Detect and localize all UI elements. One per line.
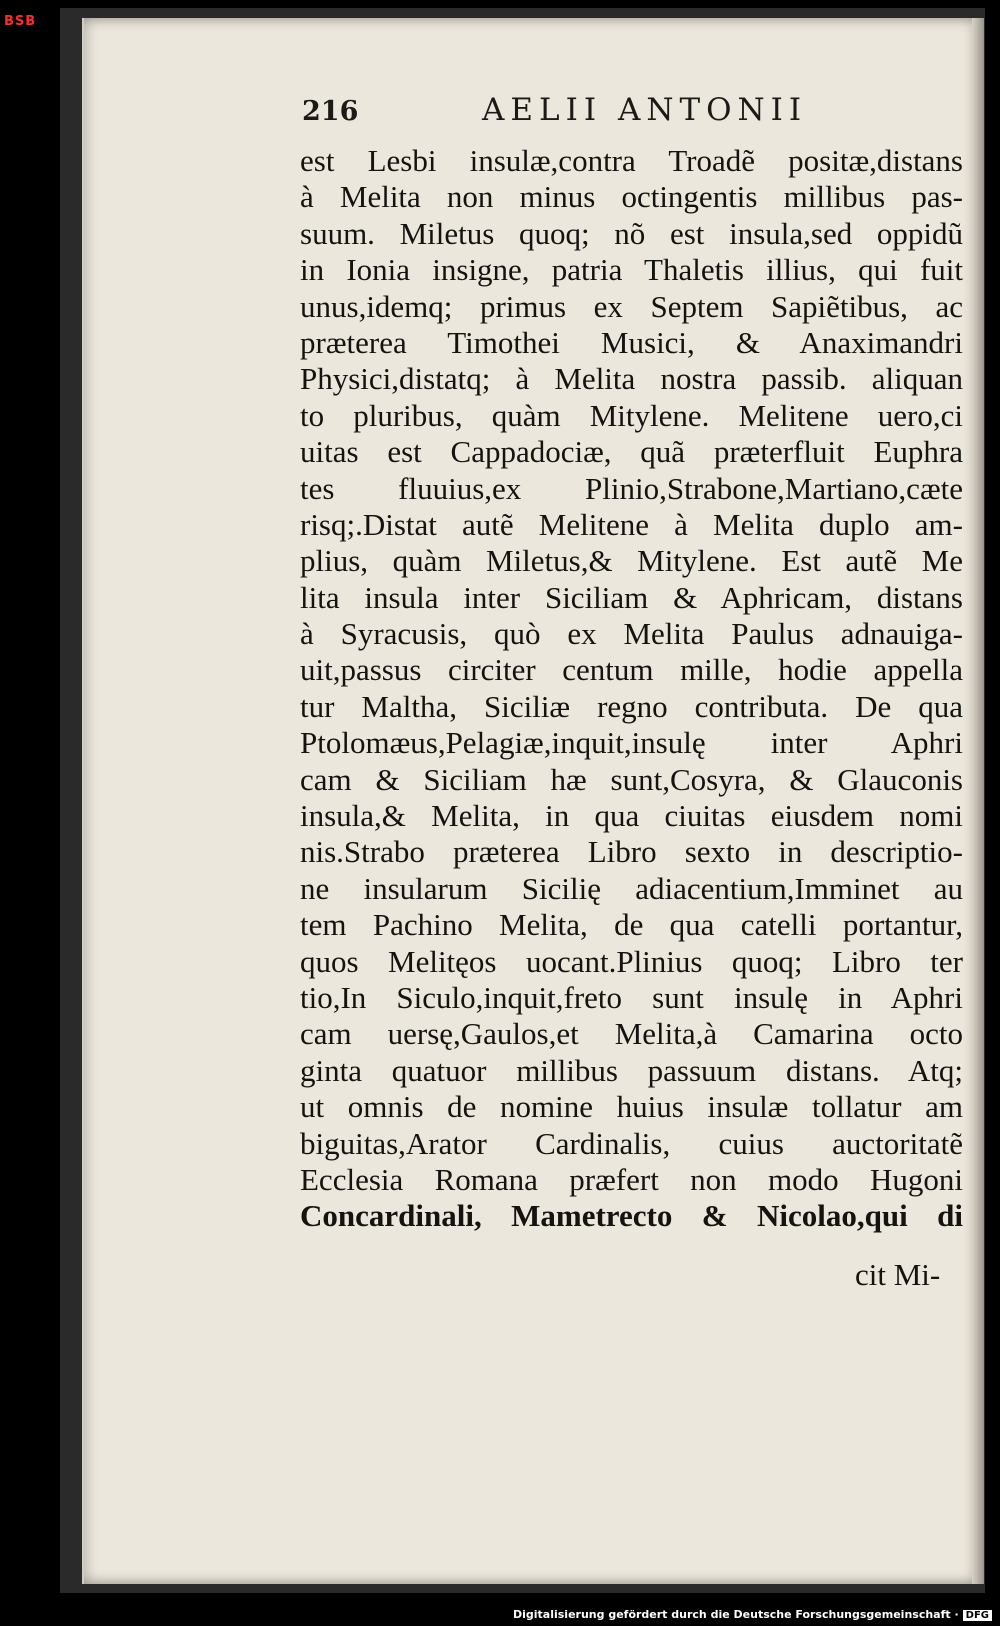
text-line: uit,passus circiter centum mille, hodie appella: [300, 652, 963, 688]
catchword: cit Mi-: [855, 1257, 941, 1292]
text-line: uitas est Cappadociæ, quã præterfluit Euphra: [300, 434, 963, 470]
text-line: Ecclesia Romana præfert non modo Hugoni: [300, 1161, 963, 1197]
text-line: tio,In Siculo,inquit,freto sunt insulę in Aphri: [300, 979, 963, 1015]
text-line: biguitas,Arator Cardinalis, cuius auctoritatẽ: [300, 1125, 963, 1161]
text-line: in Ionia insigne, patria Thaletis illius, qui fuit: [300, 252, 963, 288]
footer-text: Digitalisierung gefördert durch die Deutsche Forschungsgemeinschaft ·: [512, 1608, 959, 1621]
page-number: 216: [302, 96, 359, 127]
text-line: risq;.Distat autẽ Melitene à Melita duplo am-: [300, 506, 963, 542]
text-line: tem Pachino Melita, de qua catelli portantur,: [300, 907, 963, 943]
text-line: Physici,distatq; à Melita nostra passib. aliquan: [300, 361, 963, 397]
text-line: est Lesbi insulæ,contra Troadẽ positæ,distans: [300, 143, 963, 178]
text-line: unus,idemq; primus ex Septem Sapiẽtibus, ac: [300, 288, 963, 324]
text-line: nis.Strabo præterea Libro sexto in descriptio-: [300, 834, 963, 870]
text-line: ginta quatuor millibus passuum distans. Atq;: [300, 1052, 963, 1088]
text-line: ut omnis de nomine huius insulæ tollatur am: [300, 1089, 963, 1125]
text-line: insula,& Melita, in qua ciuitas eiusdem nomi: [300, 798, 963, 834]
text-line: præterea Timothei Musici, & Anaximandri: [300, 324, 963, 360]
page-gutter-edge: [972, 18, 984, 1584]
running-head: [302, 92, 812, 134]
digitization-footer: [513, 1608, 992, 1621]
text-line: quos Melitęos uocant.Plinius quoq; Libro ter: [300, 943, 963, 979]
text-line: Ptolomæus,Pelagiæ,inquit,insulę inter Aphri: [300, 725, 963, 761]
text-line: à Melita non minus octingentis millibus pas-: [300, 179, 963, 215]
text-line: suum. Miletus quoq; nõ est insula,sed oppidũ: [300, 215, 963, 251]
text-line: tur Maltha, Siciliæ regno contributa. De qua: [300, 688, 963, 724]
text-line: cam & Siciliam hæ sunt,Cosyra, & Glauconis: [300, 761, 963, 797]
text-line: à Syracusis, quò ex Melita Paulus adnauiga-: [300, 616, 963, 652]
text-line: to pluribus, quàm Mitylene. Melitene uero,ci: [300, 397, 963, 433]
text-line: cam uersę,Gaulos,et Melita,à Camarina octo: [300, 1016, 963, 1052]
text-line: plius, quàm Miletus,& Mitylene. Est autẽ Me: [300, 543, 963, 579]
text-line: ne insularum Sicilię adiacentium,Imminet au: [300, 870, 963, 906]
text-line: tes fluuius,ex Plinio,Strabone,Martiano,cæte: [300, 470, 963, 506]
body-text: [300, 143, 963, 1235]
text-line: Concardinali, Mametrecto & Nicolao,qui di: [300, 1198, 963, 1234]
text-line: lita insula inter Siciliam & Aphricam, distans: [300, 579, 963, 615]
running-title: AELII ANTONII: [482, 92, 808, 128]
dfg-logo: DFG: [963, 1610, 992, 1621]
library-mark: BSB: [4, 14, 37, 29]
